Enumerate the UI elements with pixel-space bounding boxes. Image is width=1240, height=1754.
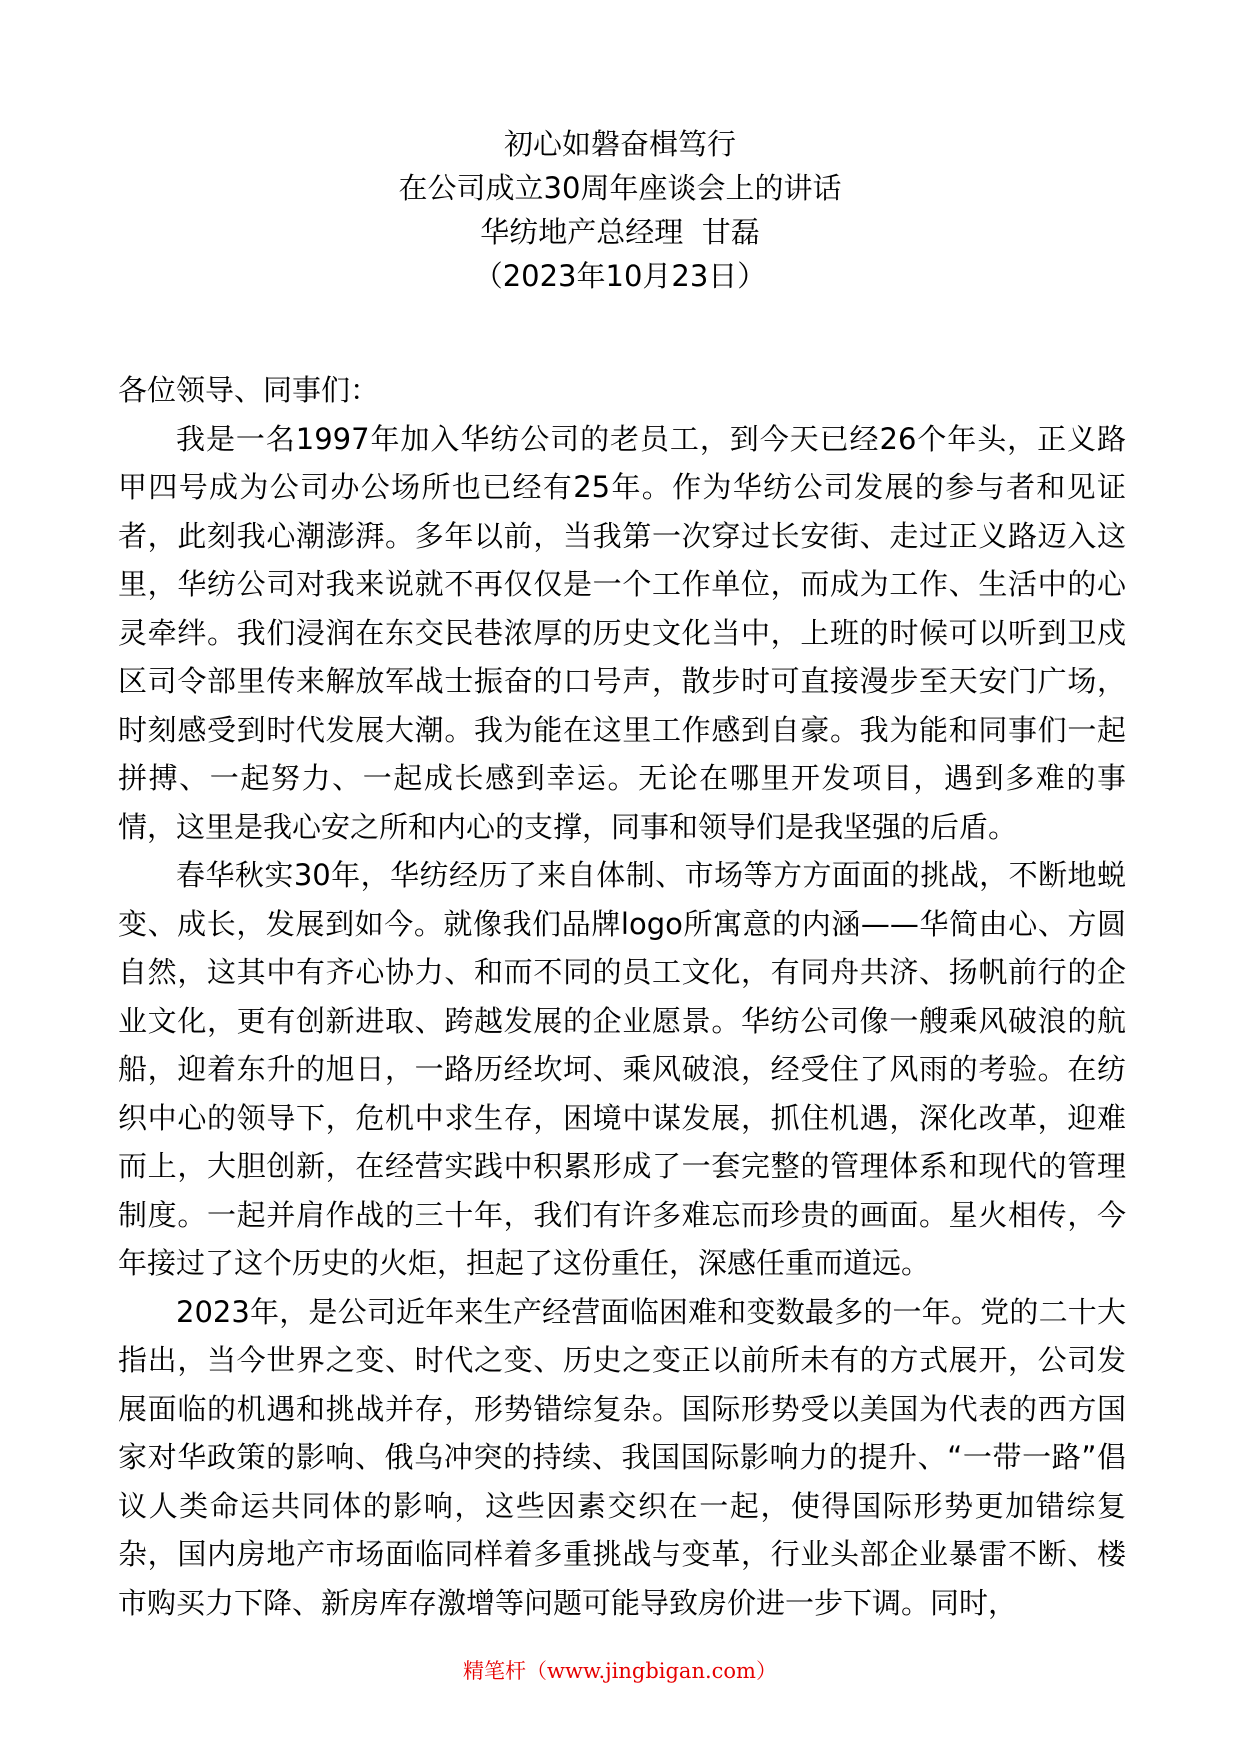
document-title: 初心如磐奋楫笃行 [503, 127, 736, 161]
paragraph-2: 春华秋实30年，华纺经历了来自体制、市场等方方面面的挑战，不断地蜕变、成长，发展到如今。就像我们品牌logo所寓意的内涵——华简由心、方圆自然，这其中有齐心协力、和而不同的员工文化，有同舟共济、扬帆前行的企业文化，更有创新进取、跨越发展的企业愿景。华纺公司像一艘乘风破浪的航船，迎着东升的旭日，一路历经坎坷、乘风破浪，经受住了风雨的考验。在纺织中心的领导下，危机中求生存，困境中谋发展，抓住机遇，深化改革，迎难而上，大胆创新，在经营实践中积累形成了一套完整的管理体系和现代的管理制度。一起并肩作战的三十年，我们有许多难忘而珍贵的画面。星火相传，今年接过了这个历史的火炬，担起了这份重任，深感任重而道远。 [118, 858, 1126, 1280]
speech-body [118, 366, 1126, 1627]
salutation: 各位领导、同事们： [118, 373, 380, 407]
watermark-link[interactable]: 精笔杆（www.jingbigan.com） [463, 1659, 777, 1683]
paragraph-3: 2023年，是公司近年来生产经营面临困难和变数最多的一年。党的二十大指出，当今世界之变、时代之变、历史之变正以前所未有的方式展开，公司发展面临的机遇和挑战并存，形势错综复杂。国际形势受以美国为代表的西方国家对华政策的影响、俄乌冲突的持续、我国国际影响力的提升、“一带一路”倡议人类命运共同体的影响，这些因素交织在一起，使得国际形势更加错综复杂，国内房地产市场面临同样着多重挑战与变革，行业头部企业暴雷不断、楼市购买力下降、新房库存激增等问题可能导致房价进一步下调。同时， [118, 1294, 1126, 1620]
document-subtitle: 在公司成立30周年座谈会上的讲话 [398, 171, 842, 205]
speech-date: （2023年10月23日） [473, 259, 767, 293]
document-header [0, 122, 1240, 298]
paragraph-1: 我是一名1997年加入华纺公司的老员工，到今天已经26个年头，正义路甲四号成为公司办公场所也已经有25年。作为华纺公司发展的参与者和见证者，此刻我心潮澎湃。多年以前，当我第一次穿过长安街、走过正义路迈入这里，华纺公司对我来说就不再仅仅是一个工作单位，而成为工作、生活中的心灵牵绊。我们浸润在东交民巷浓厚的历史文化当中，上班的时候可以听到卫戍区司令部里传来解放军战士振奋的口号声，散步时可直接漫步至天安门广场，时刻感受到时代发展大潮。我为能在这里工作感到自豪。我为能和同事们一起拼搏、一起努力、一起成长感到幸运。无论在哪里开发项目，遇到多难的事情，这里是我心安之所和内心的支撑，同事和领导们是我坚强的后盾。 [118, 421, 1126, 844]
speaker-line: 华纺地产总经理 甘磊 [480, 215, 760, 249]
